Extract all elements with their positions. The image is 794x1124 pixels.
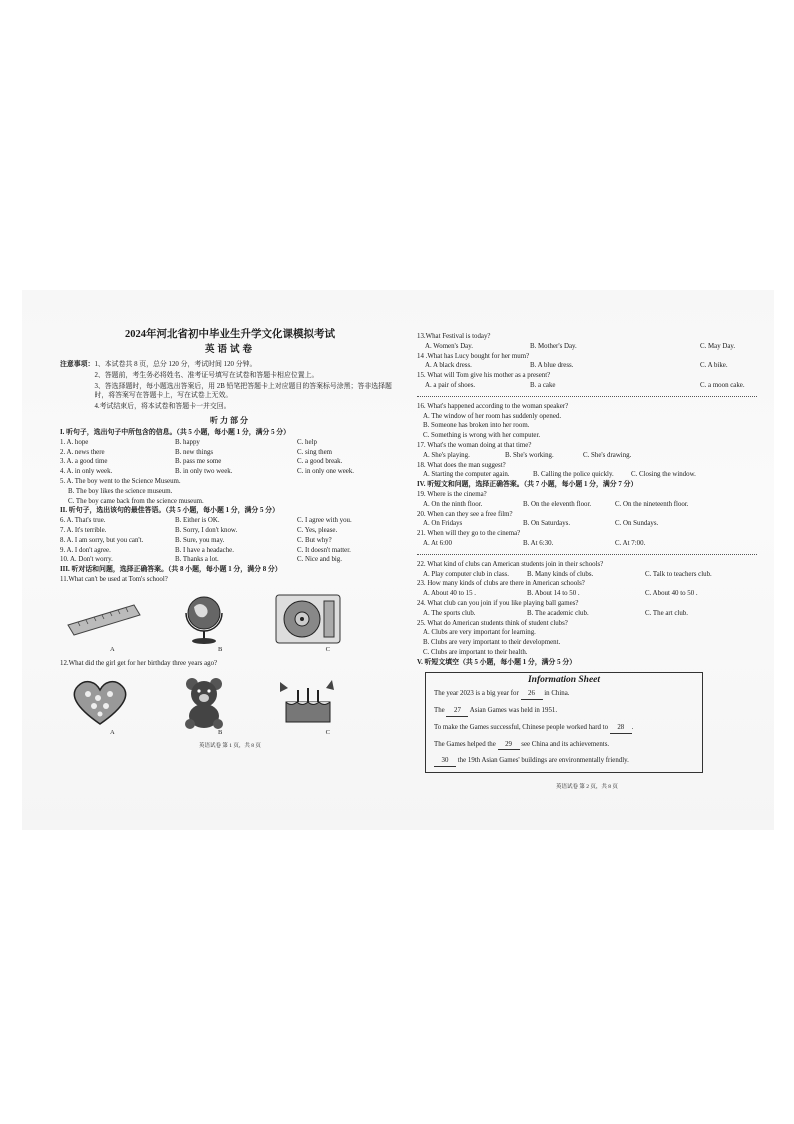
question-row: 7. A. It's terrible. B. Sorry, I don't know. C. Yes, please.	[60, 526, 338, 534]
q15-text: 15. What will Tom give his mother as a present?	[417, 372, 551, 380]
disc-player-icon	[272, 591, 344, 643]
question-row: 10. A. Don't worry. B. Thanks a lot. C. Nice and big.	[60, 556, 342, 564]
heart-icon	[64, 674, 136, 726]
q25-text: 25. What do American students think of student clubs?	[417, 619, 568, 627]
info-line-26: The year 2023 is a big year for 26 in China.	[434, 689, 694, 700]
question-row: A. The sports club. B. The academic club. C. The art club.	[423, 609, 688, 617]
q17-text: 17. What's the woman doing at that time?	[417, 441, 532, 449]
q16-option: B. Someone has broken into her room.	[423, 422, 530, 430]
question-row: A. At 6:00 B. At 6:30. C. At 7:00.	[423, 539, 646, 547]
question-row: 6. A. That's true. B. Either is OK. C. I agree with you.	[60, 517, 352, 525]
notes-label: 注意事项：	[60, 361, 95, 368]
question-row: A. Starting the computer again. B. Calling the police quickly. C. Closing the window.	[423, 471, 696, 479]
question-row: 8. A. I am sorry, but you can't. B. Sure, you may. C. But why?	[60, 536, 332, 544]
question-row: A. She's playing. B. She's working. C. She's drawing.	[423, 451, 632, 459]
information-sheet	[425, 672, 703, 774]
q12-text: 12.What did the girl get for her birthday three years ago?	[60, 659, 218, 667]
question-row: 9. A. I don't agree. B. I have a headache. C. It doesn't matter.	[60, 546, 351, 554]
divider	[417, 396, 757, 397]
birthday-cake-icon	[272, 674, 344, 726]
blank-30[interactable]: 30	[434, 756, 456, 767]
question-row: 3. A. a good time B. pass me some C. a good break.	[60, 458, 343, 466]
q19-text: 19. Where is the cinema?	[417, 490, 487, 498]
globe-icon	[168, 591, 240, 643]
q5-option-b: B. The boy likes the science museum.	[68, 487, 173, 495]
question-row: A. Play computer club in class. B. Many kinds of clubs. C. Talk to teachers club.	[423, 570, 712, 578]
q24-text: 24. What club can you join if you like playing ball games?	[417, 599, 579, 607]
q22-text: 22. What kind of clubs can American students join in their schools?	[417, 560, 604, 568]
question-row: A. On Fridays B. On Saturdays. C. On Sundays.	[423, 520, 659, 528]
question-row: 1. A. hope B. happy C. help	[60, 438, 317, 446]
q25-option: B. Clubs are very important to their development.	[423, 639, 561, 647]
teddy-bear-icon	[168, 674, 240, 726]
page-footer: 英语试卷 第 2 页，共 8 页	[556, 784, 618, 791]
question-row: 4. A. in only week. B. in only two week. C. in only one week.	[60, 468, 355, 476]
part-3-heading: III. 听对话和问题，选择正确答案。（共 8 小题，每小题 1 分，满分 8 分）	[60, 566, 282, 574]
note-item: 4.考试结束后，将本试卷和答题卡一并交回。	[94, 403, 231, 411]
part-1-heading: I. 听句子，选出句子中所包含的信息。（共 5 小题，每小题 1 分，满分 5 分）	[60, 428, 291, 436]
question-row: 2. A. news there B. new things C. sing them	[60, 448, 333, 456]
q5-option-c: C. The boy came back from the science museum.	[68, 497, 204, 505]
info-line-27: The 27 Asian Games was held in 1951.	[434, 706, 694, 717]
question-row: A. A black dress. B. A blue dress. C. A bike.	[425, 362, 728, 370]
q20-text: 20. When can they see a free film?	[417, 510, 513, 518]
q23-text: 23. How many kinds of clubs are there in American schools?	[417, 580, 585, 588]
divider	[417, 554, 757, 555]
section-listening: 听力部分	[210, 415, 250, 425]
info-line-28: To make the Games successful, Chinese people worked hard to 28 .	[434, 723, 694, 734]
blank-29[interactable]: 29	[498, 740, 520, 751]
q18-text: 18. What does the man suggest?	[417, 461, 506, 469]
q11-text: 11.What can't be used at Tom's school?	[60, 575, 168, 583]
q11-picture-labels: A B C	[110, 645, 330, 653]
q16-text: 16. What's happened according to the woman speaker?	[417, 402, 569, 410]
blank-26[interactable]: 26	[521, 689, 543, 700]
q11-pictures	[64, 591, 344, 643]
q16-option: C. Something is wrong with her computer.	[423, 432, 541, 440]
part-2-heading: II. 听句子，选出该句的最佳答语。（共 5 小题，每小题 1 分，满分 5 分）	[60, 507, 279, 515]
q25-option: C. Clubs are important to their health.	[423, 648, 528, 656]
q21-text: 21. When will they go to the cinema?	[417, 530, 521, 538]
question-row: A. a pair of shoes. B. a cake C. a moon cake.	[425, 381, 745, 389]
note-item: 2、答题前，考生务必将姓名、准考证号填写在试卷和答题卡相应位置上。	[94, 371, 319, 379]
q25-option: A. Clubs are very important for learning.	[423, 629, 536, 637]
part-5-heading: V. 听短文填空（共 5 小题，每小题 1 分，满分 5 分）	[417, 658, 577, 666]
info-line-30: 30 the 19th Asian Games' buildings are environmentally friendly.	[434, 756, 694, 767]
q5-option-a: 5. A. The boy went to the Science Museum.	[60, 477, 181, 485]
exam-subtitle: 英语试卷	[204, 345, 255, 355]
exam-title: 2024年河北省初中毕业生升学文化课模拟考试	[125, 329, 335, 340]
q13-text: 13.What Festival is today?	[417, 333, 491, 340]
part-4-heading: IV. 听短文和问题，选择正确答案。（共 7 小题，每小题 1 分，满分 7 分）	[417, 481, 638, 489]
question-row: A. Women's Day. B. Mother's Day. C. May Day.	[425, 342, 736, 350]
q12-pictures	[64, 674, 344, 726]
question-row: A. About 40 to 15 . B. About 14 to 50 . C. About 40 to 50 .	[423, 590, 698, 598]
blank-27[interactable]: 27	[446, 706, 468, 717]
blank-28[interactable]: 28	[610, 723, 632, 734]
info-line-29: The Games helped the 29 see China and its achievements.	[434, 740, 694, 751]
exam-page-1	[60, 328, 400, 752]
exam-notes	[60, 360, 400, 413]
note-item: 1、本试卷共 8 页，总分 120 分，考试时间 120 分钟。	[94, 361, 257, 368]
exam-page-2	[417, 332, 757, 793]
q16-option: A. The window of her room has suddenly opened.	[423, 412, 562, 420]
q14-text: 14 .What has Lucy bought for her mum?	[417, 352, 530, 360]
page-footer: 英语试卷 第 1 页，共 8 页	[199, 743, 261, 750]
ruler-icon	[64, 591, 136, 643]
question-row: A. On the ninth floor. B. On the eleventh floor. C. On the nineteenth floor.	[423, 500, 689, 508]
q12-picture-labels: A B C	[110, 729, 330, 737]
information-sheet-title: Information Sheet	[527, 674, 601, 685]
note-item: 3、答选择题时，每小题选出答案后，用 2B 铅笔把答题卡上对应题目的答案标号涂黑；答非选择题时，将答案写在答题卡上，写在试卷上无效。	[94, 382, 392, 400]
